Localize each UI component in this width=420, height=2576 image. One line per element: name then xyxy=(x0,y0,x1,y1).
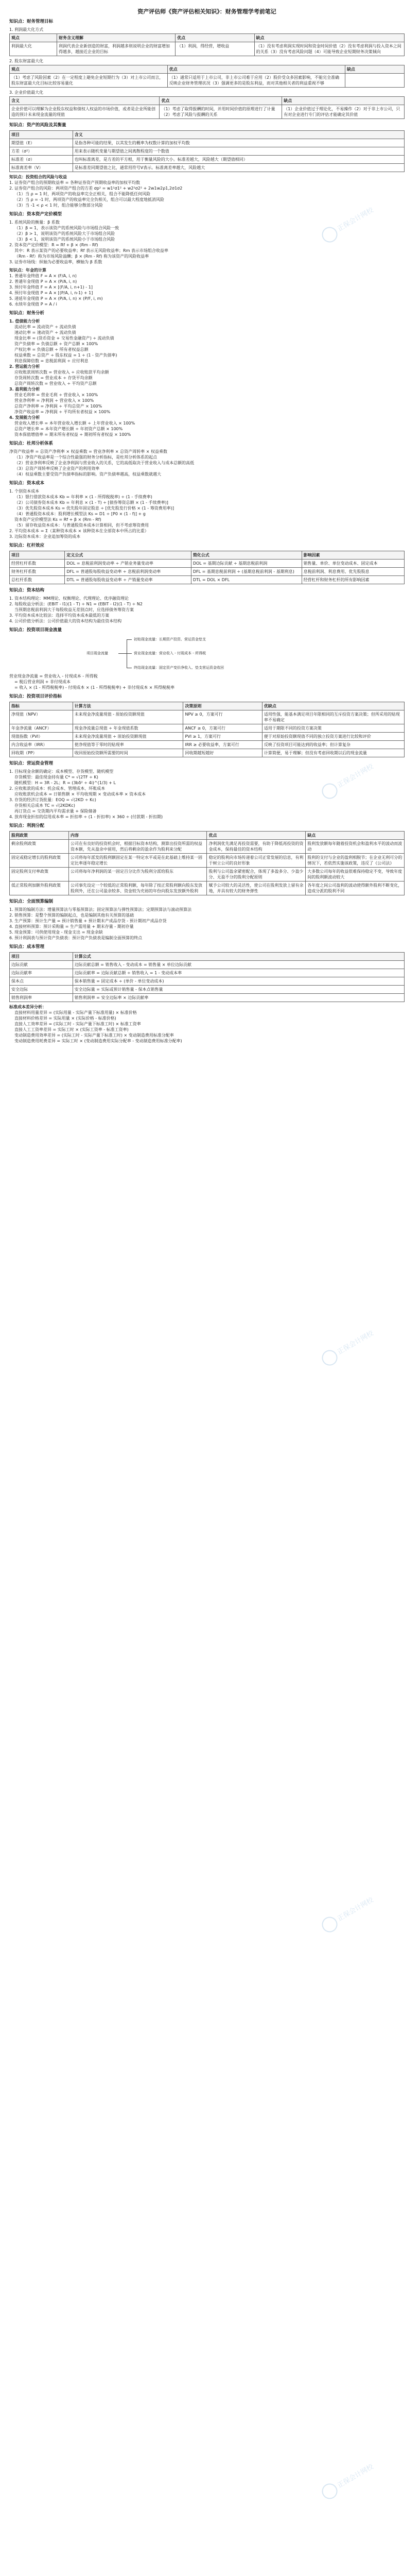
section-heading-inline: 知识点：年金的计算 xyxy=(9,268,46,273)
text-line: 直接人工效率差异 = (实际工时 - 实际产量下标准工时) × 标准工资率 xyxy=(14,1022,141,1026)
table-cell: 股利发放额每年随着投资机会和盈利水平的波动而波动 xyxy=(306,840,405,854)
dividend-policy-table xyxy=(9,831,405,895)
text-line: 3. 生产预算：预计生产量 = 预计销售量 + 预计期末产成品存货 - 预计期初产成品存货 xyxy=(9,919,167,923)
table-header: 财务含义理解 xyxy=(57,34,176,42)
enterprise-value-table xyxy=(9,96,405,119)
text-line: 1. 证券资产组合的预期收益率 = 各种证券资产预期收益率的加权平均数 xyxy=(9,180,140,185)
text-line: 净资产收益率 = 净利润 ÷ 平均所有者权益 × 100% xyxy=(14,410,111,414)
table-cell: 收回原始投资额所需要的时间 xyxy=(73,749,183,757)
text-line: 2. 应收账款的成本：机会成本、管理成本、坏账成本 xyxy=(9,786,106,791)
working-capital-lines xyxy=(9,769,405,820)
table-header: 含义 xyxy=(73,131,404,139)
section-heading: 知识点：成本管理 xyxy=(9,944,45,950)
section-heading-inline: 知识点：投资组合的风险与收益 xyxy=(9,175,67,179)
section-note: 2. 股东财富最大化 xyxy=(9,59,44,63)
cashflow-diagram xyxy=(9,635,405,671)
diagram-root: 项目现金流量 xyxy=(86,651,108,655)
table-row xyxy=(10,741,405,749)
text-line: （1）银行借款资本成本 Kb = 年利率 × (1 - 所得税税率) ÷ (1 - 手续费率) xyxy=(14,495,152,499)
text-line: 2. 每股收益分析法：(EBIT - I1)(1 - T) ÷ N1 = (EBIT - I2)(1 - T) ÷ N2 xyxy=(9,602,143,606)
text-line: 存货周转次数 = 营业成本 ÷ 存货平均余额 xyxy=(14,376,93,380)
table-header: 简化公式 xyxy=(191,551,302,560)
text-line: 6. 永续年金现值 P = A / i xyxy=(9,302,57,307)
table-cell: 标准离差率（V） xyxy=(10,164,73,172)
table-header: 缺点 xyxy=(306,832,405,840)
table-cell: 回收期（PP） xyxy=(10,749,73,757)
table-cell: 公司事先设定一个较低的正常股利额，每年除了按正常股利额向股东发放股利外，还在公司盈余较多、资金较为充裕的年份向股东发放额外股利 xyxy=(69,882,207,895)
table-cell: 使净现值等于零时的贴现率 xyxy=(73,741,183,749)
text-line: （3）总资产周转率反映了企业资产的利用效率 xyxy=(14,466,100,471)
text-line: 利息保障倍数 = 息税前利润 ÷ 应付利息 xyxy=(14,359,89,363)
table-cell: 利润代表企业新创造的财富，利润越多则说明企业的财富增加得越多，越接近企业的目标 xyxy=(57,42,176,56)
table-cell: 保本销售量 = 固定成本 ÷ (单价 - 单位变动成本) xyxy=(73,977,404,986)
text-line: （4）普通股资本成本：股利增长模型法 Ks = D1 ÷ [P0 × (1 - f)] + g xyxy=(14,512,146,516)
text-line: 存货相关总成本 TC = √(2KDKc) xyxy=(14,803,75,808)
table-cell xyxy=(345,74,404,88)
table-header: 项目 xyxy=(10,131,73,139)
table-header: 计算公式 xyxy=(73,953,404,961)
table-row xyxy=(10,156,405,164)
table-cell: 边际贡献率 xyxy=(10,969,73,977)
diagram-branch: 终结现金流量：固定资产变价净收入、垫支营运资金收回 xyxy=(134,666,224,670)
text-line: 总资产周转次数 = 营业收入 ÷ 平均资产总额 xyxy=(14,381,97,386)
text-line: 权益乘数 = 总资产 ÷ 股东权益 = 1 ÷ (1 - 资产负债率) xyxy=(14,353,117,358)
text-line: = 收入 × (1 - 所得税税率) - 付现成本 × (1 - 所得税税率) + 非付现成本 × 所得税税率 xyxy=(14,685,174,690)
table-row xyxy=(10,42,405,56)
table-cell: 标准差（σ） xyxy=(10,156,73,164)
table-cell: （1）利润，得经营，增收益 xyxy=(176,42,254,56)
table-cell: 安全边际量 = 实际或预计销售量 - 保本点销售量 xyxy=(73,986,404,994)
text-line: 5. 递延年金现值 P = A × (P/A, i, n) × (P/F, i, m) xyxy=(9,296,103,301)
text-line: 4. 预付年金现值 P = A × [(P/A, i, n-1) + 1] xyxy=(9,291,93,295)
dupont-lines xyxy=(9,449,405,477)
text-line: 3. 边际资本成本：企业追加筹资的成本 xyxy=(9,534,81,539)
table-cell: 适用于期限不同的投资方案决策 xyxy=(262,724,404,733)
text-line: 资本保值增值率 = 期末所有者权益 ÷ 期初所有者权益 × 100% xyxy=(14,432,131,437)
profit-max-table xyxy=(9,33,405,56)
text-line: 1. 系统风险的衡量：β 系数 xyxy=(9,220,60,225)
text-line: （3）当 -1 < ρ < 1 时，组合能够分散部分风险 xyxy=(14,203,103,208)
table-cell: 稳定的股利向市场传递着公司正常发展的信息，有利于树立公司的良好形象 xyxy=(207,854,306,868)
cashflow-lines xyxy=(9,673,405,690)
table-cell: 经营杠杆系数 xyxy=(10,560,65,568)
text-line: 速动比率 = 速动资产 ÷ 流动负债 xyxy=(14,330,76,335)
table-row xyxy=(10,74,405,88)
text-line: 随机模型：H = 3R - 2L；R = (3bδ² ÷ 4i)^(1/3) + L xyxy=(14,781,116,785)
text-line: （4）权益乘数主要受资产负债率指标的影响。资产负债率越高，权益乘数就越大 xyxy=(14,472,162,477)
table-header: 缺点 xyxy=(254,34,404,42)
table-header: 含义 xyxy=(10,97,160,105)
text-line: 其中：R 表示某资产的必要收益率；Rf 表示无风险收益率；Rm 表示市场组合收益率 xyxy=(14,248,168,253)
section-heading: 知识点：营运资金管理 xyxy=(9,761,54,766)
table-cell: （1）没有考虑利润实现时间和资金时间价值（2）没有考虑利润与投入资本之间的关系（3）没有考虑风险问题（4）可能导致企业短期财务决策倾向 xyxy=(254,42,404,56)
table-cell: DOL = 息税前利润变动率 ÷ 产销业务量变动率 xyxy=(65,560,191,568)
table-cell: DTL = 普通股每股收益变动率 ÷ 产销量变动率 xyxy=(65,576,191,584)
text-line: （2）营业净利率反映了企业净利润与营业收入的关系，它的高低取决于营业收入与成本总额的高低 xyxy=(14,461,195,465)
table-header: 股利政策 xyxy=(10,832,69,840)
table-header: 观点 xyxy=(10,34,57,42)
text-line: （2）当 ρ = -1 时，两项资产的收益率完全负相关，组合可以最大程度地抵消风险 xyxy=(14,197,165,202)
diagram-branch: 初始现金流量：长期资产投资、营运资金垫支 xyxy=(134,637,206,641)
text-line: 营业毛利率 = 营业毛利 ÷ 营业收入 × 100% xyxy=(14,393,98,397)
table-header: 缺点 xyxy=(282,97,405,105)
table-cell: 销售利润率 xyxy=(10,994,73,1002)
section-heading: 知识点：财务管理目标 xyxy=(9,19,54,24)
table-header: 影响因素 xyxy=(302,551,404,560)
table-cell: 财务杠杆系数 xyxy=(10,568,65,576)
table-cell: 回收期越短越好 xyxy=(183,749,262,757)
table-cell: 大多数公司每年的收益很难保持稳定不变，导致年度间的股利额波动较大 xyxy=(306,868,405,882)
table-row xyxy=(10,710,405,724)
table-cell: 也叫标准离差，是方差的平方根，用于衡量风险的大小。标准差越大，风险越大（期望值相同） xyxy=(73,156,404,164)
text-line: 4. 发展能力分析 xyxy=(9,415,40,420)
diagram-branch: 营业现金流量：营业收入 - 付现成本 - 所得税 xyxy=(134,651,206,655)
text-line: 应收账款机会成本 = 日销售额 × 平均收现期 × 变动成本率 × 资本成本 xyxy=(14,792,146,796)
table-row xyxy=(10,568,405,576)
table-header: 决策原则 xyxy=(183,702,262,710)
table-cell: 用来表示随机变量与期望值之间离散程度的一个数值 xyxy=(73,147,404,156)
table-header: 缺点 xyxy=(345,65,404,74)
table-row xyxy=(10,868,405,882)
table-cell: 固定或稳定增长的股利政策 xyxy=(10,854,69,868)
table-cell: （1）考虑了风险因素（2）在一定程度上避免企业短期行为（3）对上市公司而言，股东财富最大化目标比较容易量化 xyxy=(10,74,168,88)
text-line: 净资产收益率 = 总资产净利率 × 权益乘数 = 营业净利率 × 总资产周转率 × 权益乘数 xyxy=(9,449,167,454)
text-line: （Rm - Rf）称为市场风险溢酬；β × (Rm - Rf) 称为该资产的风险收益率 xyxy=(14,254,149,259)
text-line: 资本资产定价模型法 Ks = Rf + β × (Rm - Rf) xyxy=(14,517,101,522)
text-line: （2）公司债券资本成本 Kb = 年利息 × (1 - T) ÷ [债券筹资总额 × (1 - 手续费率)] xyxy=(14,500,168,505)
text-line: 存货模型：最佳现金持有量 C* = √(2TF ÷ K) xyxy=(14,775,98,779)
text-line: 1. 偿债能力分析 xyxy=(9,319,40,324)
table-row xyxy=(10,969,405,977)
section-heading: 知识点：资本成本 xyxy=(9,481,45,486)
text-line: 1. 个别资本成本 xyxy=(9,489,40,494)
text-line: 1. 普通年金终值 F = A × (F/A, i, n) xyxy=(9,274,77,278)
text-line: = 税后营业利润 + 非付现成本 xyxy=(14,680,71,684)
section-heading: 知识点：资本结构 xyxy=(9,588,45,593)
table-cell: DFL = 普通股每股收益变动率 ÷ 息税前利润变动率 xyxy=(65,568,191,576)
table-header: 优点 xyxy=(176,34,254,42)
text-line: 2. 证券资产组合的风险：两项资产组合的方差 σp² = w1²σ1² + w2²σ2² + 2w1w2ρ1,2σ1σ2 xyxy=(9,186,183,191)
table-cell: （1）企业价值过于理论化，不易操作（2）对于非上市公司，只有对企业进行专门的评估才能确定其价值 xyxy=(282,105,405,119)
section-heading: 知识点：财务分析 xyxy=(9,311,45,316)
table-cell: 公司将每年净利润的某一固定百分比作为股利分派给股东 xyxy=(69,868,207,882)
text-line: 2. 平均资本成本 = Σ（某种资本成本 × 该种资本在全部资本中所占的比重） xyxy=(9,529,149,533)
capital-cost-lines xyxy=(9,488,405,539)
text-line: （1）净资产收益率是一个综合性最强的财务分析指标，是杜邦分析体系的起点 xyxy=(14,455,157,460)
section-heading: 知识点：杜邦分析体系 xyxy=(9,441,54,446)
text-line: 再订货点 = 交货期内平均需求量 + 保险储备 xyxy=(14,809,97,814)
table-cell: 方差（σ²） xyxy=(10,147,73,156)
table-cell: DTL = DOL × DFL xyxy=(191,576,302,584)
table-cell: 赋予公司较大的灵活性，使公司在股利发放上留有余地，并具有较大的财务弹性 xyxy=(207,882,306,895)
table-cell: 是指各种可能的结果，以其发生的概率为权数计算的加权平均数 xyxy=(73,139,404,147)
section-heading: 知识点：资本资产定价模型 xyxy=(9,212,62,217)
text-line: 直接材料价格差异 = 实际用量 × (实际价格 - 标准价格) xyxy=(14,1016,116,1021)
text-line: 2. 普通年金现值 P = A × (P/A, i, n) xyxy=(9,279,77,284)
text-line: 资产负债率 = 负债总额 ÷ 资产总额 × 100% xyxy=(14,342,98,346)
text-line: 3. 证券市场线：纵轴为必要收益率，横轴为 β 系数 xyxy=(9,260,102,264)
table-header: 项目 xyxy=(10,551,65,560)
table-cell: 计算简便，易于理解；但没有考虑回收期以后的现金流量 xyxy=(262,749,404,757)
table-row xyxy=(10,854,405,868)
document-title: 资产评估师《资产评估相关知识》：财务管理学考前笔记 xyxy=(137,8,276,15)
table-cell: PVI ≥ 1，方案可行 xyxy=(183,733,262,741)
text-line: 营业净利率 = 净利润 ÷ 营业收入 × 100% xyxy=(14,398,94,403)
table-cell: 利润最大化 xyxy=(10,42,57,56)
table-cell: 总杠杆系数 xyxy=(10,576,65,584)
text-line: 6. 预计利润表与预计资产负债表：预计资产负债表是编制全面预算的终点 xyxy=(9,936,143,940)
table-cell: 未来现金净流量现值 - 原始投资额现值 xyxy=(73,710,183,724)
table-cell: 年金净流量（ANCF） xyxy=(10,724,73,733)
table-header: 优缺点 xyxy=(262,702,404,710)
table-row xyxy=(10,105,405,119)
text-line: 1. 预算的编制方法：增量预算法与零基预算法；固定预算法与弹性预算法；定期预算法与滚动预算法 xyxy=(9,907,192,912)
table-row xyxy=(10,733,405,741)
table-cell: 公司在有良好的投资机会时，根据目标资本结构，测算出投资所需的权益资本额，先从盈余中留用，然后将剩余的盈余作为股利来分配 xyxy=(69,840,207,854)
table-cell: 各年度之间公司盈利的波动使得额外股利不断变化，造成分派的股利不同 xyxy=(306,882,405,895)
table-row xyxy=(10,749,405,757)
watermark-logo: 正保会计网校 xyxy=(319,1326,377,1368)
leverage-table xyxy=(9,551,405,584)
table-cell: 现金净流量总现值 ÷ 年金现值系数 xyxy=(73,724,183,733)
table-header: 优点 xyxy=(167,65,345,74)
text-line: （1）β = 1，表示该资产的系统风险与市场组合风险一致 xyxy=(14,226,119,230)
text-line: 5. 现金预算：可供使用现金 - 现金支出 = 现金余缺 xyxy=(9,930,103,935)
text-line: 直接人工工资率差异 = 实际工时 × (实际工资率 - 标准工资率) xyxy=(14,1027,129,1032)
cost-management-table xyxy=(9,952,405,1002)
text-line: 2. 营运能力分析 xyxy=(9,364,40,369)
cost-variance-lines xyxy=(9,1004,405,1044)
table-cell: 息税前利润、利息费用、优先股股息 xyxy=(302,568,404,576)
table-header: 项目 xyxy=(10,953,73,961)
text-line: （3）优先股资本成本 Ks = 优先股年固定股息 ÷ [优先股发行价格 × (1 - 筹资费用率)] xyxy=(14,506,174,511)
table-cell: DFL = 基期息税前利润 ÷ (基期息税前利润 - 基期利息) xyxy=(191,568,302,576)
table-header: 指标 xyxy=(10,702,73,710)
table-cell: （1）考虑了取得报酬的时间，并用时间价值的原理进行了计量（2）考虑了风险与报酬的关系 xyxy=(160,105,282,119)
table-cell: 是标准差同期望值之比，通常用符号V表示。标准离差率越大，风险越大 xyxy=(73,164,404,172)
table-cell: 净利润优先满足再投资需要，有助于降低再投资的资金成本，保持最佳的资本结构 xyxy=(207,840,306,854)
table-row xyxy=(10,724,405,733)
table-cell: DOL = 基期边际贡献 ÷ 基期息税前利润 xyxy=(191,560,302,568)
table-row xyxy=(10,164,405,172)
text-line: 4. 公司价值分析法：公司价值最大的资本结构为最佳资本结构 xyxy=(9,619,122,623)
text-line: 应收账款周转次数 = 营业收入 ÷ 应收账款平均余额 xyxy=(14,370,109,375)
text-line: （3）β < 1，说明该资产的系统风险小于市场组合风险 xyxy=(14,237,115,242)
table-cell: 现值指数（PVI） xyxy=(10,733,73,741)
table-header: 内容 xyxy=(69,832,207,840)
budget-lines xyxy=(9,907,405,941)
table-row xyxy=(10,147,405,156)
text-line: （5）留存收益资本成本：与普通股资本成本计算相同，但不考虑筹资费用 xyxy=(14,523,149,528)
table-cell: 公司将每年派发的股利额固定在某一特定水平或是在此基础上维持某一固定比率逐年稳定增长 xyxy=(69,854,207,868)
evaluation-table xyxy=(9,702,405,757)
capital-structure-lines xyxy=(9,596,405,624)
watermark-logo: 正保会计网校 xyxy=(319,2460,377,2502)
section-heading: 知识点：全面预算编制 xyxy=(9,899,54,904)
text-line: 总资产增长率 = 本年资产增长额 ÷ 年初资产总额 × 100% xyxy=(14,427,123,431)
section-note: 3. 企业价值最大化 xyxy=(9,90,44,95)
text-line: 当预期息税前利润大于每股收益无差别点时，应选择债务筹资方案 xyxy=(14,607,134,612)
section-heading: 知识点：投资项目现金流量 xyxy=(9,628,62,633)
table-row xyxy=(10,840,405,854)
text-line: （2）β > 1，说明该资产的系统风险大于市场组合风险 xyxy=(14,231,115,236)
text-line: 3. 平均资本成本比较法：选择平均资本成本最低的方案 xyxy=(9,613,110,618)
table-cell: 净现值（NPV） xyxy=(10,710,73,724)
text-line: 变动制造费用耗费差异 = 实际工时 × (变动制造费用实际分配率 - 变动制造费用标准分配率) xyxy=(14,1039,182,1043)
risk-measure-table xyxy=(9,130,405,172)
text-line: 变动制造费用效率差异 = (实际工时 - 实际产量下标准工时) × 变动制造费用标准分配率 xyxy=(14,1033,174,1038)
capm-lines xyxy=(9,219,405,307)
table-cell: 股利与公司盈余紧密配合，体现了多盈多分、少盈少分、无盈不分的股利分配原则 xyxy=(207,868,306,882)
section-note: 1. 利润最大化方式 xyxy=(9,27,44,32)
table-row xyxy=(10,139,405,147)
text-line: 2. 资本资产定价模型：R = Rf + β × (Rm - Rf) xyxy=(9,243,98,247)
section-heading: 知识点：利润分配 xyxy=(9,823,45,828)
diagram-connector xyxy=(127,653,132,654)
section-heading: 知识点：资产的风险及其衡量 xyxy=(9,123,66,128)
table-cell: 边际贡献率 = 边际贡献总额 ÷ 销售收入 = 1 - 变动成本率 xyxy=(73,969,404,977)
table-cell: （1）通常只适用于上市公司，非上市公司难于应用（2）股价受众多因素影响，不能完全准确反映企业财务管理状况（3）强调更多的是股东利益，而对其他相关者的利益重视不够 xyxy=(167,74,345,88)
table-header: 定义公式 xyxy=(65,551,191,560)
diagram-connector xyxy=(118,653,127,654)
table-row xyxy=(10,560,405,568)
table-cell: 销售利润率 = 安全边际率 × 边际贡献率 xyxy=(73,994,404,1002)
text-line: 营业现金净流量 = 营业收入 - 付现成本 - 所得税 xyxy=(9,674,98,679)
table-header: 观点 xyxy=(10,65,168,74)
portfolio-lines xyxy=(9,174,405,208)
table-cell: 未来现金净流量现值 ÷ 原始投资额现值 xyxy=(73,733,183,741)
table-cell: 销售量、单价、单位变动成本、固定成本 xyxy=(302,560,404,568)
table-row xyxy=(10,986,405,994)
text-line: 3. 盈利能力分析 xyxy=(9,387,40,392)
table-cell: 反映了投资项目可能达到的收益率；但计算复杂 xyxy=(262,741,404,749)
table-cell: 内含收益率（IRR） xyxy=(10,741,73,749)
table-row xyxy=(10,994,405,1002)
table-cell: ANCF ≥ 0，方案可行 xyxy=(183,724,262,733)
table-cell: IRR ≥ 必要收益率，方案可行 xyxy=(183,741,262,749)
table-cell: 剩余股利政策 xyxy=(10,840,69,854)
shareholder-wealth-table xyxy=(9,65,405,88)
table-cell: 企业价值可以理解为企业股东权益和债权人权益的市场价值，或者是企业所能创造的预计未来现金流量的现值 xyxy=(10,105,160,119)
text-line: 1. 资本结构理论：MM理论、权衡理论、代理理论、优序融资理论 xyxy=(9,596,129,601)
text-line: 2. 销售预算：是整个预算的编制起点，也是编制其他有关预算的基础 xyxy=(9,913,134,918)
text-line: 总资产净利率 = 净利润 ÷ 平均总资产 × 100% xyxy=(14,404,102,409)
text-line: 标准成本差异分析： xyxy=(9,1005,46,1009)
watermark-logo: 正保会计网校 xyxy=(319,203,377,245)
text-line: 流动比率 = 流动资产 ÷ 流动负债 xyxy=(14,325,76,329)
text-line: 直接材料用量差异 = (实际用量 - 实际产量下标准用量) × 标准价格 xyxy=(14,1010,137,1015)
section-heading: 知识点：投资项目评价指标 xyxy=(9,694,62,699)
table-header: 计算方法 xyxy=(73,702,183,710)
table-row xyxy=(10,977,405,986)
table-cell: 保本点 xyxy=(10,977,73,986)
table-row xyxy=(10,961,405,969)
table-row xyxy=(10,882,405,895)
table-cell: 边际贡献总额 = 销售收入 - 变动成本 = 销售量 × 单位边际贡献 xyxy=(73,961,404,969)
table-cell: 边际贡献 xyxy=(10,961,73,969)
text-line: 3. 存货的经济订货批量：EOQ = √(2KD ÷ Kc) xyxy=(9,798,96,802)
text-line: 产权比率 = 负债总额 ÷ 所有者权益总额 xyxy=(14,347,89,352)
table-cell: 低正常股利加额外股利政策 xyxy=(10,882,69,895)
table-cell: 便于对原始投资额现值不同的独立投资方案进行比较和评价 xyxy=(262,733,404,741)
table-row xyxy=(10,576,405,584)
diagram-connector xyxy=(127,639,132,640)
table-cell: 期望值（E） xyxy=(10,139,73,147)
text-line: 营业收入增长率 = 本年营业收入增长额 ÷ 上年营业收入 × 100% xyxy=(14,421,135,426)
table-cell: 适用性强，能基本满足项目年限相同的互斥投资方案决策；但所采用的贴现率不易确定 xyxy=(262,710,404,724)
text-line: 1. 目标现金余额的确定：成本模型、存货模型、随机模型 xyxy=(9,769,114,774)
text-line: （1）当 ρ = 1 时，两项资产的收益率完全正相关，组合不能降低任何风险 xyxy=(14,192,151,196)
table-cell: 固定股利支付率政策 xyxy=(10,868,69,882)
section-heading: 知识点：杠杆效应 xyxy=(9,543,45,548)
watermark-logo: 正保会计网校 xyxy=(319,1893,377,1935)
table-header: 优点 xyxy=(160,97,282,105)
table-cell: NPV ≥ 0，方案可行 xyxy=(183,710,262,724)
text-line: 3. 预付年金终值 F = A × [(F/A, i, n+1) - 1] xyxy=(9,285,93,290)
table-cell: 经营杠杆和财务杠杆的所有影响因素 xyxy=(302,576,404,584)
text-line: 现金比率 = (货币资金 + 交易性金融资产) ÷ 流动负债 xyxy=(14,336,114,341)
text-line: 4. 直接材料预算：预计采购量 = 生产需用量 + 期末存量 - 期初存量 xyxy=(9,924,134,929)
text-line: 4. 放弃现金折扣的信用成本率 = 折扣率 ÷ (1 - 折扣率) × 360 ÷ (付款期 - 折扣期) xyxy=(9,815,163,819)
table-cell: 股利的支付与企业的盈利相脱节；在企业无利可分的情况下，若依然实施该政策，违反了《公司法》 xyxy=(306,854,405,868)
watermark-logo: 正保会计网校 xyxy=(319,759,377,802)
table-header: 优点 xyxy=(207,832,306,840)
financial-analysis-lines xyxy=(9,318,405,437)
table-cell: 安全边际 xyxy=(10,986,73,994)
